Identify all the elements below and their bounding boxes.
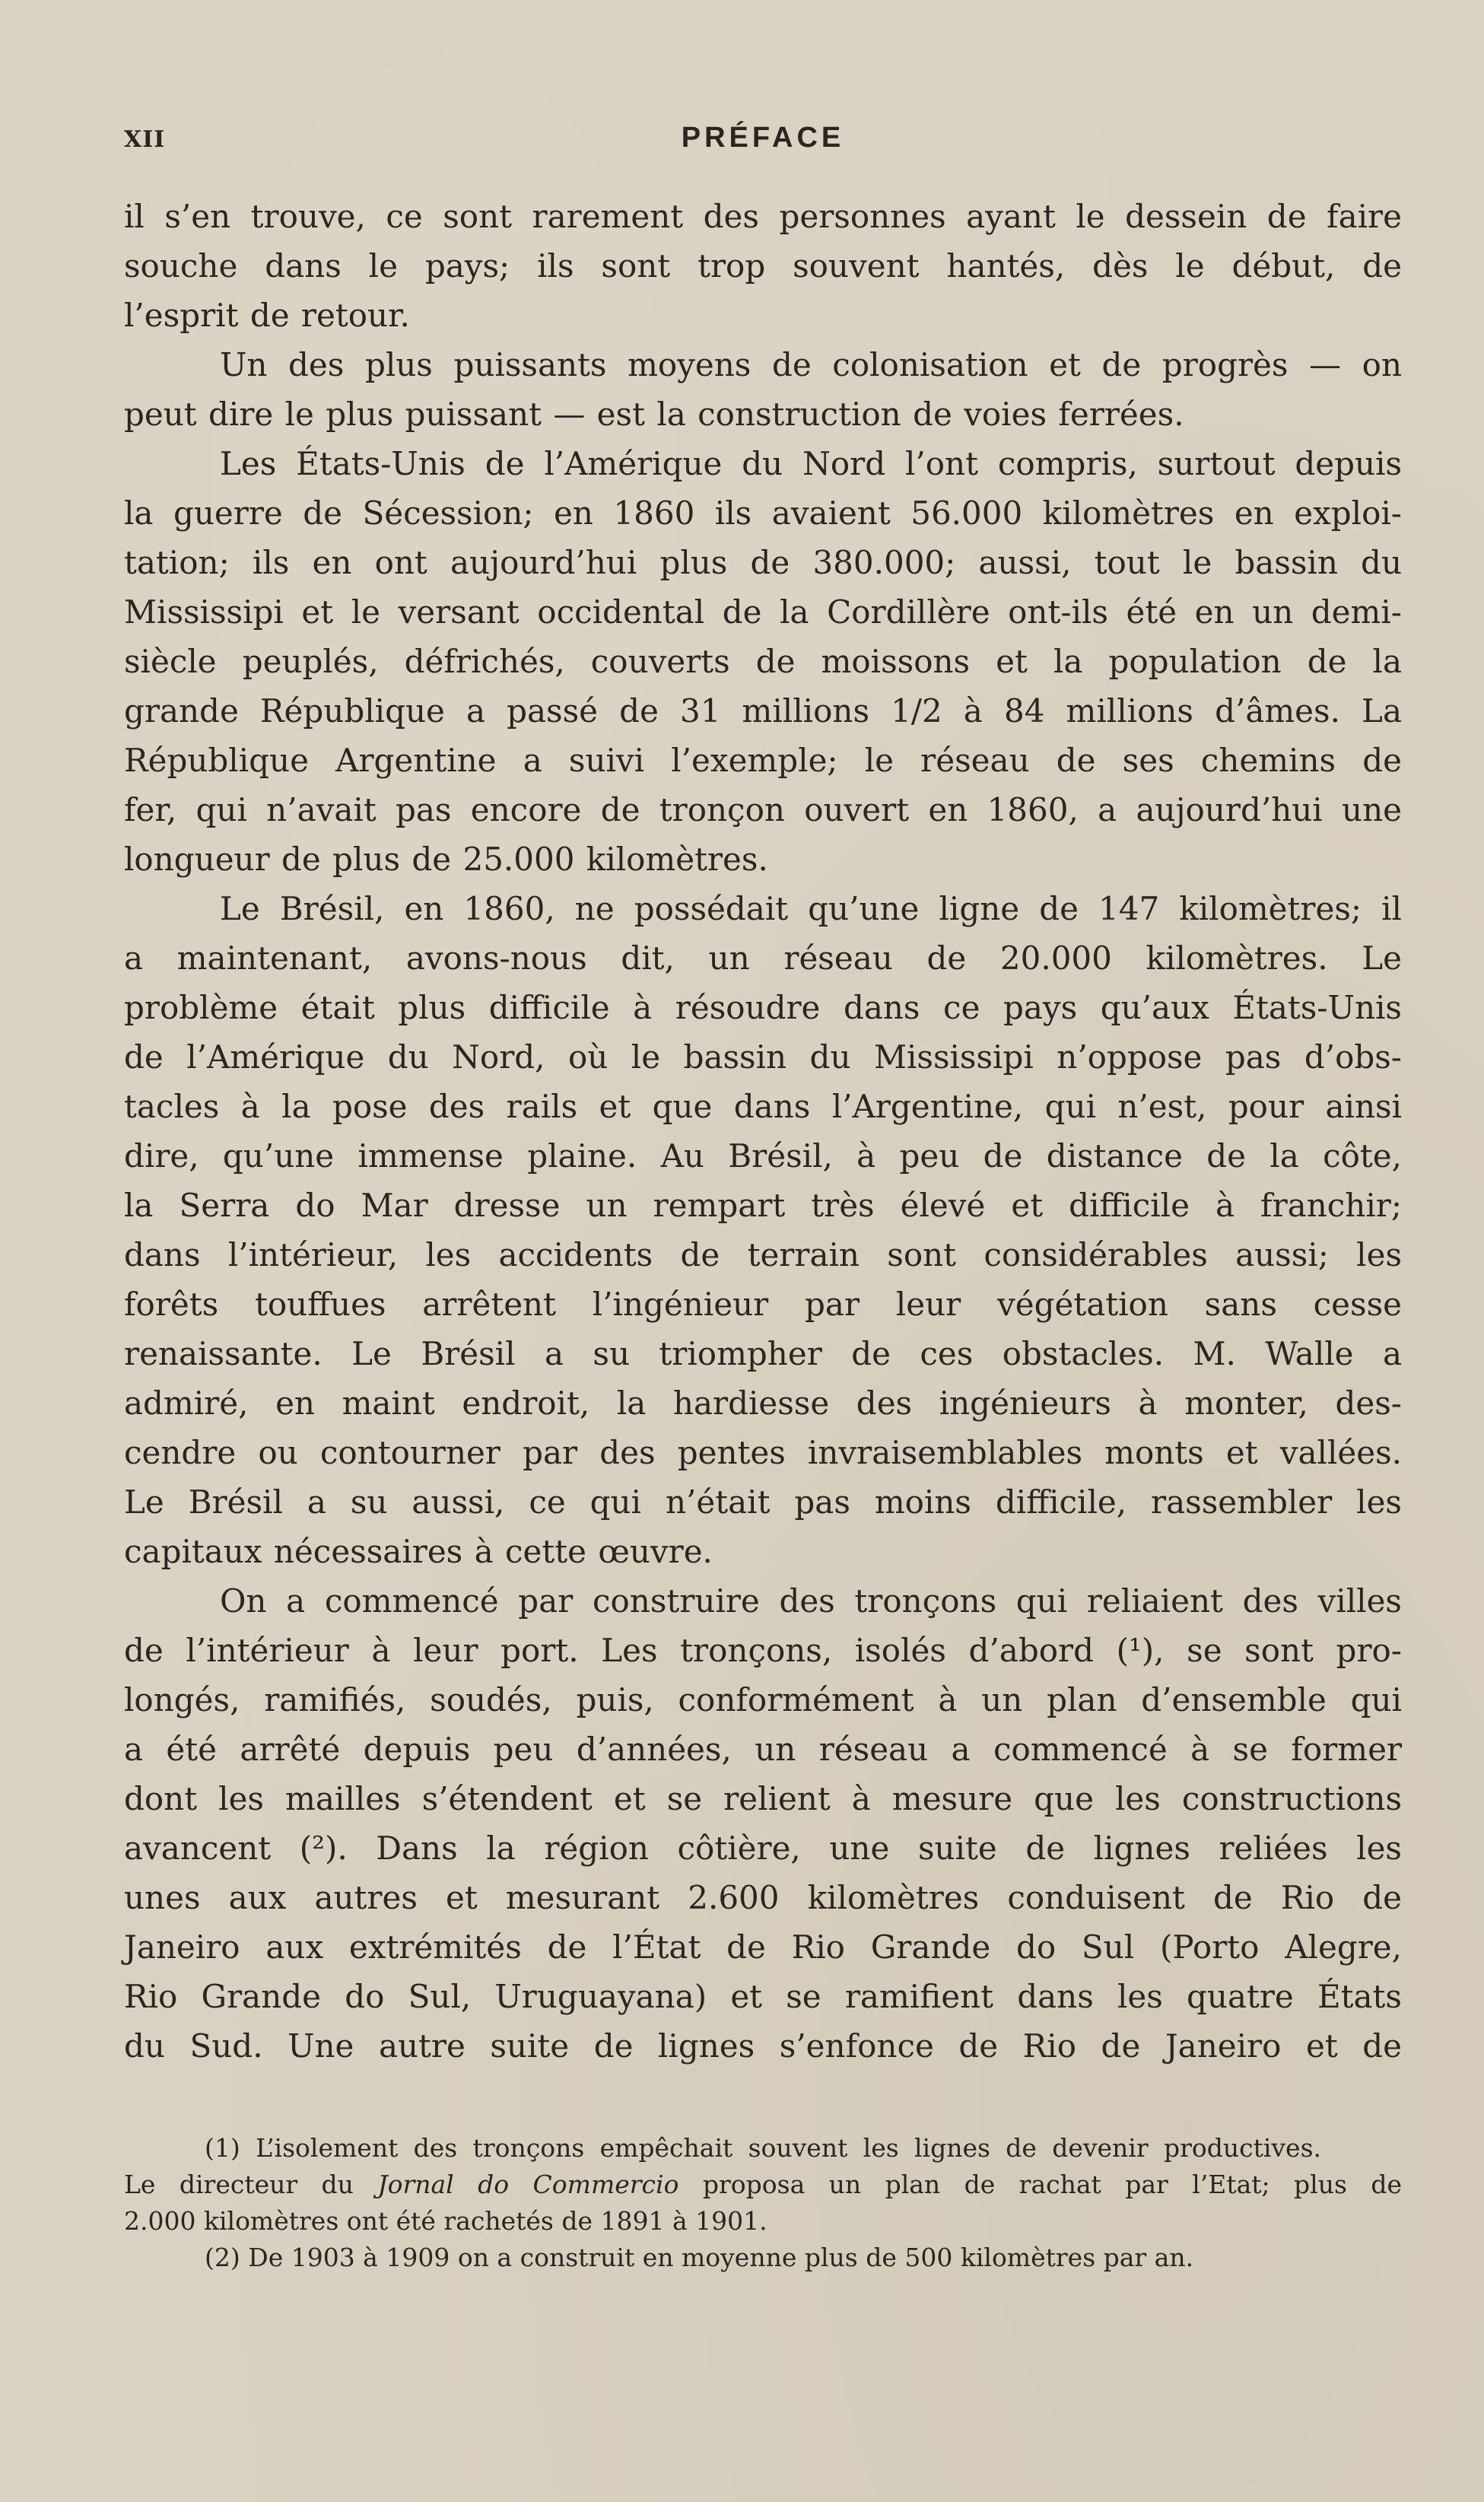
text-line-content: République Argentine a suivi l’exemple; le réseau de ses chemins de [124, 742, 1402, 779]
footnote-1-line [124, 2167, 1402, 2203]
text-line-content: renaissante. Le Brésil a su triompher de ces obstacles. M. Walle a [124, 1335, 1402, 1372]
text-line [124, 1774, 1402, 1823]
text-line-content: a maintenant, avons-nous dit, un réseau de 20.000 kilomètres. Le [124, 939, 1402, 977]
text-line-content: souche dans le pays; ils sont trop souvent hantés, dès le début, de [124, 247, 1402, 285]
text-line [124, 2021, 1402, 2071]
text-line [124, 1082, 1402, 1131]
text-line-content: Le Brésil a su aussi, ce qui n’était pas moins difficile, rassembler les [124, 1483, 1402, 1521]
footnote-1-line [124, 2203, 1402, 2240]
text-line-content: longés, ramifiés, soudés, puis, conformément à un plan d’ensemble qui [124, 1681, 1402, 1718]
text-line [124, 983, 1402, 1032]
text-line [124, 1378, 1402, 1428]
text-line [124, 1527, 1402, 1576]
text-line [124, 785, 1402, 835]
text-line [124, 1428, 1402, 1477]
text-line-content: admiré, en maint endroit, la hardiesse des ingénieurs à monter, des- [124, 1385, 1402, 1422]
running-head-title: PRÉFACE [681, 122, 845, 154]
text-line [124, 1873, 1402, 1922]
text-line-content: On a commencé par construire des tronçons qui reliaient des villes [220, 1582, 1402, 1620]
text-line-content: problème était plus difficile à résoudre dans ce pays qu’aux États-Unis [124, 989, 1402, 1026]
footnote-2-line [124, 2240, 1402, 2276]
text-line [124, 1823, 1402, 1873]
text-line-content: de l’intérieur à leur port. Les tronçons, isolés d’abord (¹), se sont pro- [124, 1632, 1402, 1669]
text-line-content: siècle peuplés, défrichés, couverts de moissons et la population de la [124, 643, 1402, 680]
text-line [124, 884, 1402, 933]
footnote-1-text: 2.000 kilomètres ont été rachetés de 1891 à 1901. [124, 2206, 767, 2236]
text-line [124, 1972, 1402, 2021]
text-line [124, 736, 1402, 785]
text-line [124, 1280, 1402, 1329]
text-line [124, 389, 1402, 439]
text-line-content: longueur de plus de 25.000 kilomètres. [124, 841, 768, 878]
footnote-text-segment: proposa un plan de rachat par l’Etat; plus de [678, 2170, 1402, 2199]
text-line [124, 933, 1402, 983]
text-line [124, 587, 1402, 637]
text-line [124, 241, 1402, 291]
text-line [124, 1329, 1402, 1378]
footnote-1-text [124, 2167, 1402, 2203]
newspaper-title: Jornal do Commercio [377, 2170, 679, 2199]
text-line-content: de l’Amérique du Nord, où le bassin du Mississipi n’oppose pas d’obs- [124, 1038, 1402, 1076]
text-line-content: a été arrêté depuis peu d’années, un réseau a commencé à se former [124, 1731, 1402, 1768]
text-line-content: dans l’intérieur, les accidents de terrain sont considérables aussi; les [124, 1236, 1402, 1273]
body-text [124, 192, 1402, 2071]
text-line-content: cendre ou contourner par des pentes invraisemblables monts et vallées. [124, 1434, 1402, 1471]
footnotes [124, 2130, 1402, 2276]
text-line [124, 1230, 1402, 1280]
text-line-content: la Serra do Mar dresse un rempart très élevé et difficile à franchir; [124, 1187, 1402, 1224]
text-line [124, 538, 1402, 587]
text-line-content: tation; ils en ont aujourd’hui plus de 380.000; aussi, tout le bassin du [124, 544, 1402, 581]
text-line-content: Un des plus puissants moyens de colonisation et de progrès — on [220, 346, 1402, 383]
text-line-content: unes aux autres et mesurant 2.600 kilomètres conduisent de Rio de [124, 1879, 1402, 1916]
text-line [124, 1626, 1402, 1675]
text-line-content: dire, qu’une immense plaine. Au Brésil, à peu de distance de la côte, [124, 1137, 1402, 1175]
text-line [124, 1181, 1402, 1230]
text-line [124, 835, 1402, 884]
text-line-content: Mississipi et le versant occidental de la Cordillère ont-ils été en un demi- [124, 593, 1402, 631]
text-line [124, 1922, 1402, 1972]
text-line [124, 439, 1402, 488]
footnote-1-text: (1) L’isolement des tronçons empêchait souvent les lignes de devenir productives. [205, 2133, 1321, 2163]
text-line [124, 1131, 1402, 1181]
text-line [124, 488, 1402, 538]
text-line-content: la guerre de Sécession; en 1860 ils avaient 56.000 kilomètres en exploi- [124, 494, 1402, 532]
footnote-1-line [124, 2130, 1402, 2167]
text-line [124, 192, 1402, 241]
text-line-content: capitaux nécessaires à cette œuvre. [124, 1533, 713, 1570]
text-line [124, 340, 1402, 389]
text-line-content: tacles à la pose des rails et que dans l’Argentine, qui n’est, pour ainsi [124, 1088, 1402, 1125]
footnote-text-segment: Le directeur du [124, 2170, 378, 2199]
text-line-content: forêts touffues arrêtent l’ingénieur par leur végétation sans cesse [124, 1286, 1402, 1323]
text-line [124, 1032, 1402, 1082]
text-line-content: Rio Grande do Sul, Uruguayana) et se ramifient dans les quatre États [124, 1978, 1402, 2015]
text-line-content: fer, qui n’avait pas encore de tronçon ouvert en 1860, a aujourd’hui une [124, 791, 1402, 828]
text-line-content: il s’en trouve, ce sont rarement des personnes ayant le dessein de faire [124, 198, 1402, 235]
text-line-content: dont les mailles s’étendent et se relient à mesure que les constructions [124, 1780, 1402, 1817]
page-number: XII [124, 126, 166, 153]
text-line [124, 686, 1402, 736]
text-line-content: avancent (²). Dans la région côtière, une suite de lignes reliées les [124, 1830, 1402, 1867]
text-line-content: l’esprit de retour. [124, 297, 410, 334]
text-line-content: Les États-Unis de l’Amérique du Nord l’ont compris, surtout depuis [220, 445, 1402, 482]
text-line [124, 1477, 1402, 1527]
text-line-content: Le Brésil, en 1860, ne possédait qu’une ligne de 147 kilomètres; il [220, 890, 1402, 927]
text-line-content: grande République a passé de 31 millions 1/2 à 84 millions d’âmes. La [124, 692, 1402, 730]
text-line [124, 637, 1402, 686]
running-head [124, 122, 1402, 160]
text-line-content: Janeiro aux extrémités de l’État de Rio Grande do Sul (Porto Alegre, [124, 1928, 1402, 1966]
text-line [124, 1576, 1402, 1626]
text-line [124, 291, 1402, 340]
text-line-content: peut dire le plus puissant — est la construction de voies ferrées. [124, 396, 1184, 433]
text-line [124, 1725, 1402, 1774]
text-line-content: du Sud. Une autre suite de lignes s’enfonce de Rio de Janeiro et de [124, 2027, 1402, 2065]
footnote-2-text: (2) De 1903 à 1909 on a construit en moyenne plus de 500 kilomètres par an. [205, 2243, 1194, 2272]
text-line [124, 1675, 1402, 1725]
